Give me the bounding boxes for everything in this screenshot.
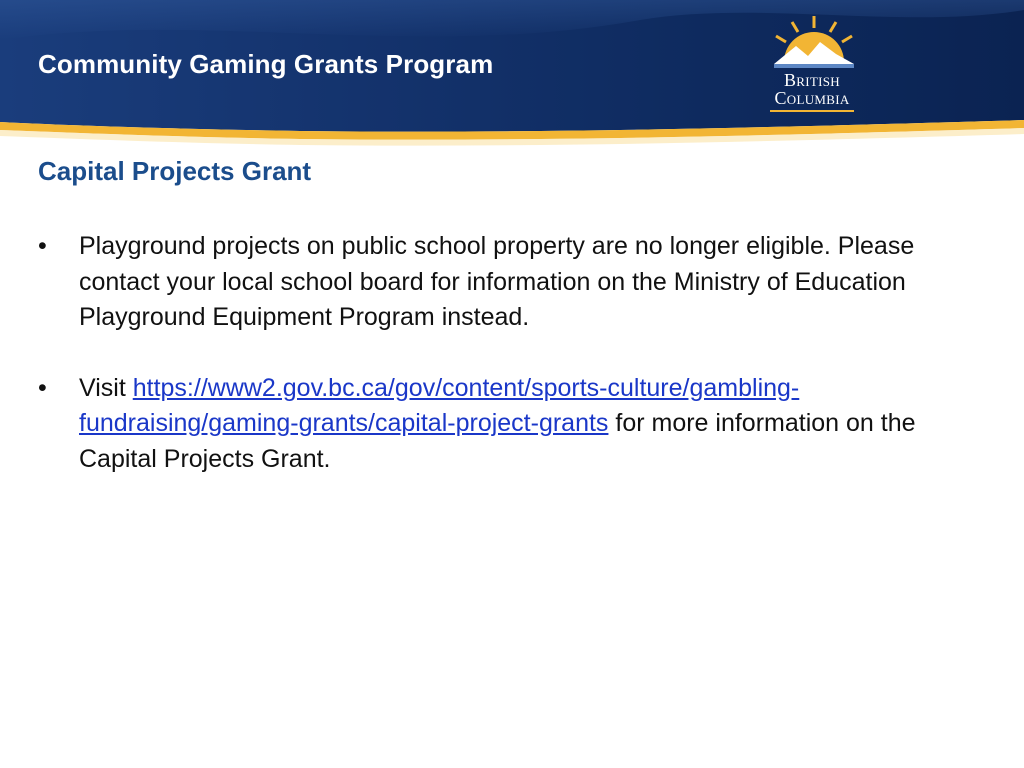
bullet-item-playground [38,229,978,336]
bullet-marker: • [38,232,47,260]
logo-line-british: British [784,70,840,90]
bullet-marker: • [38,373,47,402]
bullet-suffix: for more information on the Capital Projects Grant. [79,409,916,473]
bullet-prefix: Visit [79,373,133,402]
logo-line-columbia: Columbia [774,88,850,108]
presentation-title: Community Gaming Grants Program [38,49,494,79]
bullet-item-visit-link [38,371,978,478]
section-title: Capital Projects Grant [38,156,312,186]
bullet-text: Playground projects on public school property are no longer eligible. Please contact your local school board for information on the Ministry of Education Playground Equipment Program instead. [79,232,915,331]
logo-underline [770,110,854,112]
header-banner [0,0,1024,150]
logo-wordmark [756,71,868,107]
bullet-list [38,229,978,512]
capital-project-grants-link[interactable]: https://www2.gov.bc.ca/gov/content/sports-culture/gambling-fundraising/gaming-grants/capital-project-grants [79,373,800,437]
